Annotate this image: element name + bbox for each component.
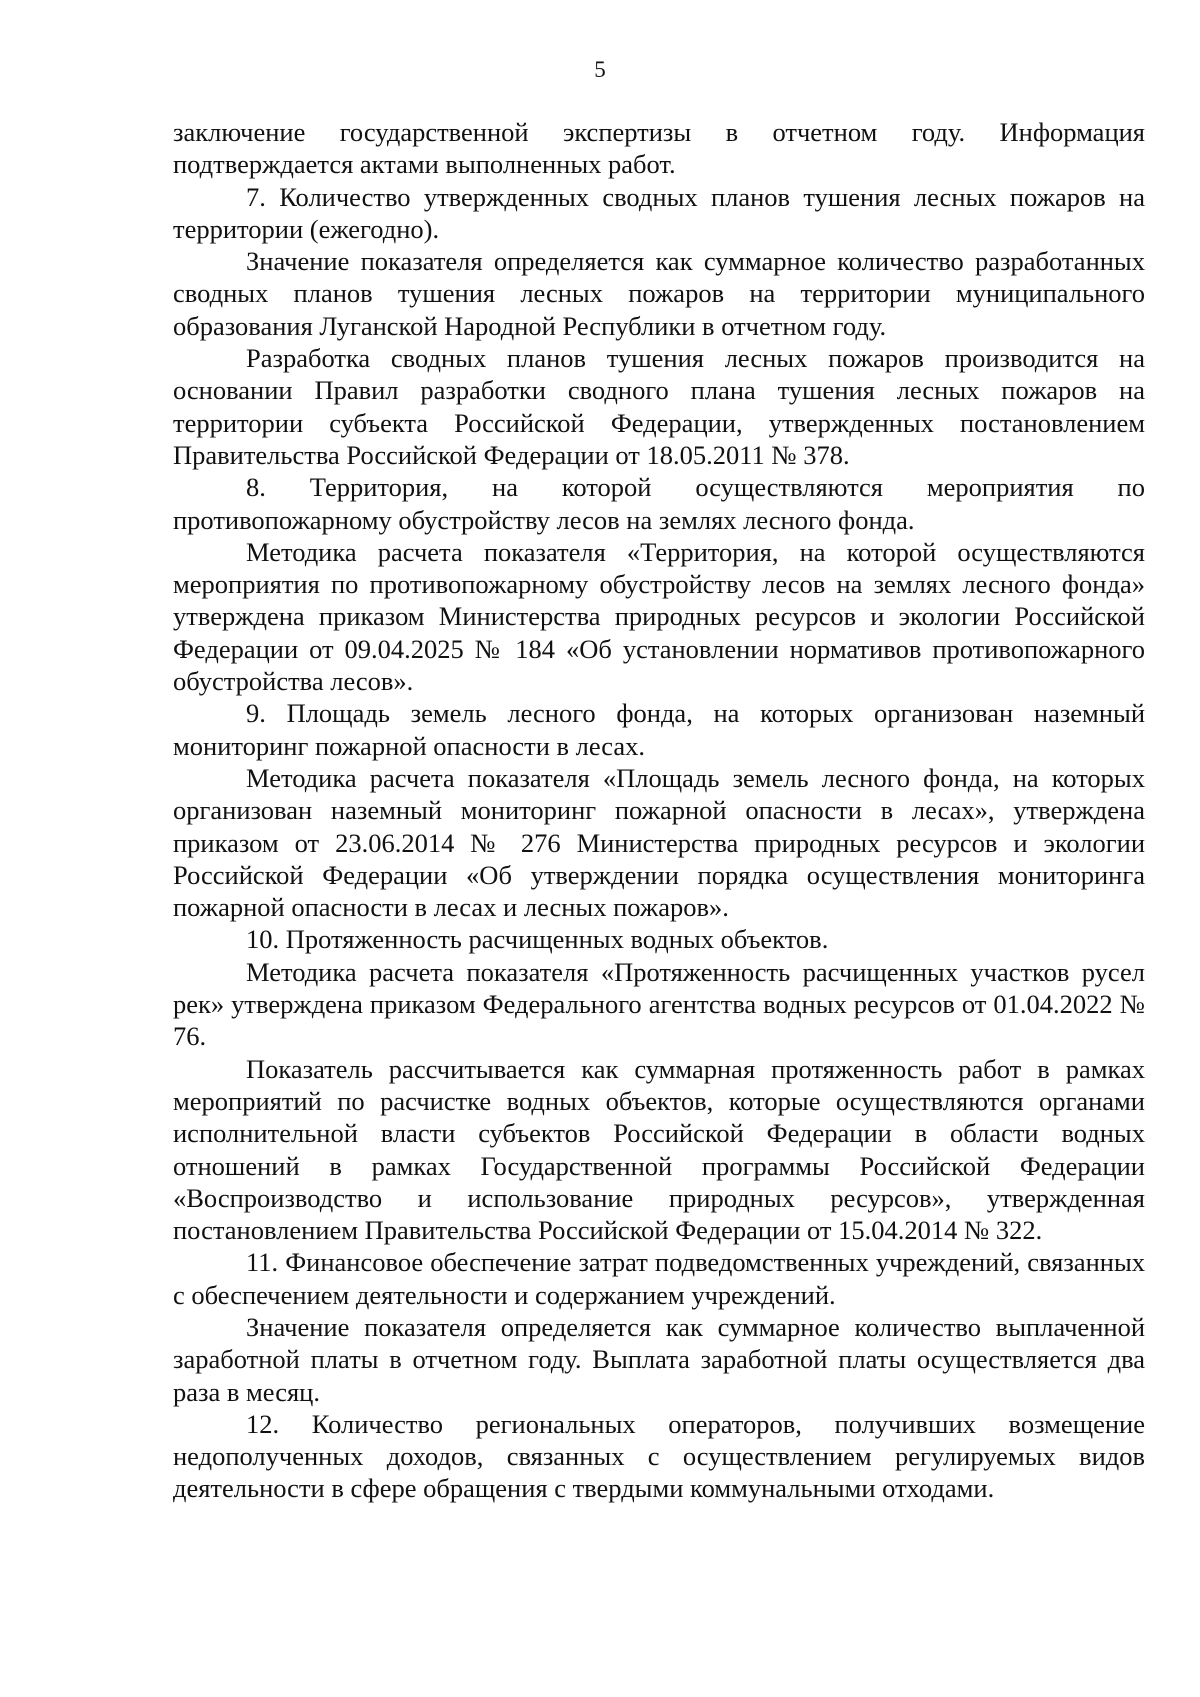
paragraph-item-9-method: Методика расчета показателя «Площадь земель лесного фонда, на которых организован наземный мониторинг пожарной опасности в лесах», утверждена приказом от 23.06.2014 № 276 Министерства природных ресурсов и экологии Российской Федерации «Об утверждении порядка осуществления мониторинга пожарной опасности в лесах и лесных пожаров».: [173, 762, 1145, 923]
paragraph-item-10: 10. Протяженность расчищенных водных объектов.: [246, 924, 829, 955]
paragraph-item-12: 12. Количество региональных операторов, получивших возмещение недополученных доходов, связанных с осуществлением регулируемых видов деятельности в сфере обращения с твердыми коммунальными отходами.: [173, 1408, 1145, 1504]
paragraph-item-11-value: Значение показателя определяется как суммарное количество выплаченной заработной платы в отчетном году. Выплата заработной платы осуществляется два раза в месяц.: [173, 1311, 1145, 1407]
paragraph-item-8-method: Методика расчета показателя «Территория, на которой осуществляются мероприятия по противопожарному обустройству лесов на землях лесного фонда» утверждена приказом Министерства природных ресурсов и экологии Российской Федерации от 09.04.2025 № 184 «Об установлении нормативов противопожарного обустройства лесов».: [173, 536, 1145, 697]
paragraph-item-7: 7. Количество утвержденных сводных планов тушения лесных пожаров на территории (ежегодно).: [173, 181, 1145, 244]
paragraph-item-10-method: Методика расчета показателя «Протяженность расчищенных участков русел рек» утверждена приказом Федерального агентства водных ресурсов от 01.04.2022 № 76.: [173, 956, 1145, 1052]
paragraph-item-7-basis: Разработка сводных планов тушения лесных пожаров производится на основании Правил разработки сводного плана тушения лесных пожаров на территории субъекта Российской Федерации, утвержденных постановлением Правительства Российской Федерации от 18.05.2011 № 378.: [173, 343, 1145, 470]
paragraph-item-7-value: Значение показателя определяется как суммарное количество разработанных сводных планов тушения лесных пожаров на территории муниципального образования Луганской Народной Республики в отчетном году.: [173, 246, 1145, 341]
paragraph-item-8: 8. Территория, на которой осуществляются мероприятия по противопожарному обустройству лесов на землях лесного фонда.: [173, 472, 1145, 535]
paragraph-item-11: 11. Финансовое обеспечение затрат подведомственных учреждений, связанных с обеспечением деятельности и содержанием учреждений.: [173, 1247, 1145, 1310]
paragraph-item-9: 9. Площадь земель лесного фонда, на которых организован наземный мониторинг пожарной опасности в лесах.: [173, 698, 1145, 761]
page-number: 5: [594, 57, 606, 82]
document-body: [173, 116, 1145, 1505]
paragraph-continuation: заключение государственной экспертизы в отчетном году. Информация подтверждается актами выполненных работ.: [173, 117, 1145, 180]
paragraph-item-10-calculation: Показатель рассчитывается как суммарная протяженность работ в рамках мероприятий по расчистке водных объектов, которые осуществляются органами исполнительной власти субъектов Российской Федерации в области водных отношений в рамках Государственной программы Российской Федерации «Воспроизводство и использование природных ресурсов», утвержденная постановлением Правительства Российской Федерации от 15.04.2014 № 322.: [173, 1053, 1145, 1246]
